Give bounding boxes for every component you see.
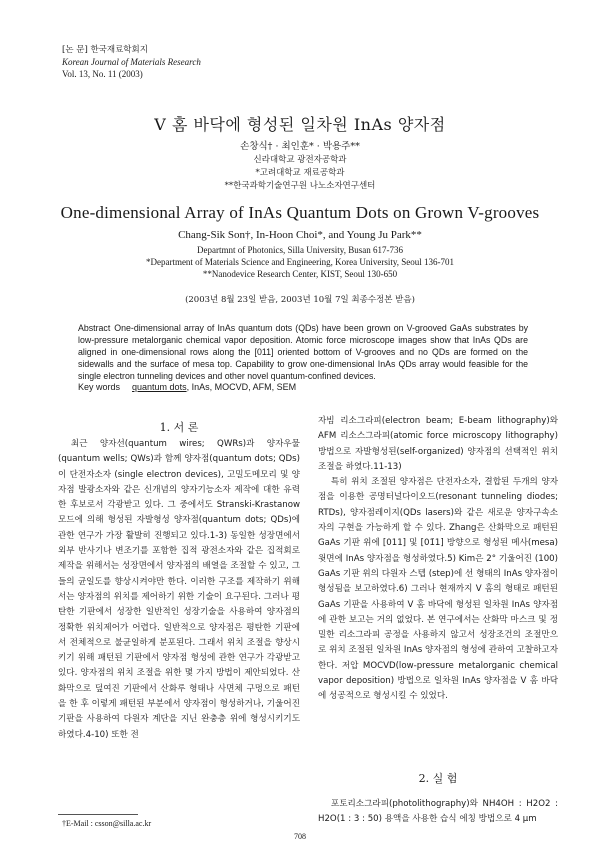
- section-1-heading: 1. 서 론: [159, 421, 199, 434]
- journal-header: [62, 44, 201, 80]
- english-affiliation: **Nanodevice Research Center, KIST, Seoul 130-650: [202, 269, 398, 279]
- english-affiliation: *Department of Materials Science and Engineering, Korea University, Seoul 136-701: [145, 257, 455, 267]
- abstract: [78, 322, 528, 382]
- english-affiliations: [0, 244, 600, 280]
- korean-affiliation: *고려대학교 재료공학과: [255, 168, 345, 178]
- keywords-rest: , InAs, MOCVD, AFM, SEM: [186, 382, 297, 392]
- intro-paragraph: 최근 양자선(quantum wires; QWRs)과 양자우물(quantum wells; QWs)과 함께 양자점(quantum dots; QDs)이 단전자소자 (single electron devices), 고밀도메모리 및 양자점 발광소자와 같은 신개념의 양자기능소자 제작에 대한 유력한 후보로서 각광받고 있다. 그 중에서도 Stranski-Krastanow 모드에 의해 형성된 자발형성 양자점(quantum dots; QDs)에 관한 연구가 가장 활발히 진행되고 있다.1-3) 동일한 성장면에서 외부 반사기나 변조기를 포함한 집적 광전소자와 같은 집적회로 제작을 위해서는 성장면에서 양자점의 배열을 조절할 수 있고, 그들의 균일도를 향상시켜야만 한다. 이러한 구조를 제작하기 위해서는 양자점의 위치를 제어하기 위한 기술이 요구된다. 그러나 평탄한 기판에서 성장한 일반적인 성장기술을 사용하여 양자점의 정확한 위치제어가 어렵다. 일반적으로 양자점은 평탄한 기판에서 전체적으로 불균일하게 분포된다. 그래서 위치 조절을 향상시키기 위해 패턴된 기판에서 양자점 형성에 관한 연구가 각광받고 있다. 양자점의 위치 조절을 위한 몇 가지 방법이 제안되었다. 산화막으로 덮여진 기판에서 산화루 형태나 사면체 구멍으로 패턴을 한 후 이렇게 패턴된 부분에서 양자점이 형성하거나, 기울어진 기판을 사용하여 다원자 계단을 지닌 완충층 위에 형성시키기도 하였다.4-10) 또한 전: [58, 439, 300, 740]
- english-authors: Chang-Sik Son†, In-Hoon Choi*, and Young Ju Park**: [178, 229, 422, 241]
- right-column: [318, 414, 558, 705]
- email-footnote: †E-Mail : csson@silla.ac.kr: [62, 819, 152, 828]
- english-title: One-dimensional Array of InAs Quantum Dots on Grown V-grooves: [60, 203, 540, 222]
- left-column: [58, 437, 300, 743]
- journal-name: Korean Journal of Materials Research: [62, 57, 201, 67]
- experiment-paragraph: 포토리소그라피(photolithography)와 NH4OH : H2O2 : H2O(1 : 3 : 50) 용액을 사용한 습식 에칭 방법으로 4 μm: [318, 799, 558, 825]
- korean-title: V 홈 바닥에 형성된 일차원 InAs 양자점: [154, 115, 446, 134]
- korean-affiliations: [0, 154, 600, 193]
- abstract-label: Abstract: [78, 323, 111, 333]
- journal-category: [논 문] 한국재료학회지: [62, 45, 148, 55]
- keyword-link[interactable]: quantum dots: [132, 382, 187, 392]
- keywords-label: Key words: [78, 382, 121, 392]
- journal-volume: Vol. 13, No. 11 (2003): [62, 69, 143, 79]
- received-dates: (2003년 8월 23일 받음, 2003년 10월 7일 최종수정본 받음): [185, 295, 415, 305]
- experiment-text: [318, 797, 558, 828]
- page-number: 708: [294, 832, 306, 841]
- english-affiliation: Departmnt of Photonics, Silla University, Busan 617-736: [197, 245, 403, 255]
- section-2-heading: 2. 실 험: [418, 772, 458, 785]
- keywords: [78, 382, 296, 392]
- korean-affiliation: 신라대학교 광전자공학과: [253, 155, 347, 165]
- abstract-text: One-dimensional array of InAs quantum dots (QDs) have been grown on V-grooved GaAs substrates by low-pressure metalorganic chemical vapor deposition. Atomic force microscope images show that InAs QDs are aligned in one-dimensional rows along the [011] oriented bottom of V-grooves and no QDs are formed on the sidewalls and the surface of mesa top. Capability to grow one-dimensional InAs QDs array would feasible for the single electron tunneling devices and other novel quantum-confined devices.: [78, 323, 528, 381]
- korean-affiliation: **한국과학기술연구원 나노소자연구센터: [224, 181, 376, 191]
- footnote-divider: [58, 814, 138, 815]
- intro-paragraph-2: 특히 위치 조절된 양자점은 단전자소자, 결합된 두개의 양자점을 이용한 공명터널다이오드(resonant tunneling diodes; RTDs), 양자점레이지(QDs lasers)와 같은 새로운 양자구속소자의 구현을 가능하게 할 수 있다. Zhang은 산화막으로 패턴된 GaAs 기판 위에 [011] 및 [01̄1] 방향으로 형성된 메사(mesa) 윗면에 InAs 양자점을 형성하였다.5) Kim은 2° 기울어진 (100) GaAs 기판 위의 다원자 스텝 (step)에 선 형태의 InAs 양자점이 형성됨을 보고하였다.6) 그러나 현재까지 V 홈의 형태로 패턴된 GaAs 기판을 사용하여 V 홈 바닥에 형성된 일차원 InAs 양자점에 관한 보고는 거의 없었다. 본 연구에서는 산화막 마스크 및 정밀한 리소그라피 공정을 사용하지 않고서 성장조건의 조절만으로 위치 조절된 일차원 InAs 양자점의 형성에 관하여 고찰하고자 한다. 저압 MOCVD(low-pressure metalorganic chemical vapor deposition) 방법으로 일차원 InAs 양자점을 V 홈 바닥에 성공적으로 형성시킬 수 있었다.: [318, 477, 558, 702]
- korean-authors: 손창식† · 최인훈* · 박용주**: [240, 141, 360, 152]
- intro-paragraph-continued: 자빔 리소그라피(electron beam; E-beam lithography)와 AFM 리소스그라피(atomic force microscopy lithography) 방법으로 자발형성된(self-organized) 양자점의 선택적인 위치 조절을 하였다.11-13): [318, 416, 558, 472]
